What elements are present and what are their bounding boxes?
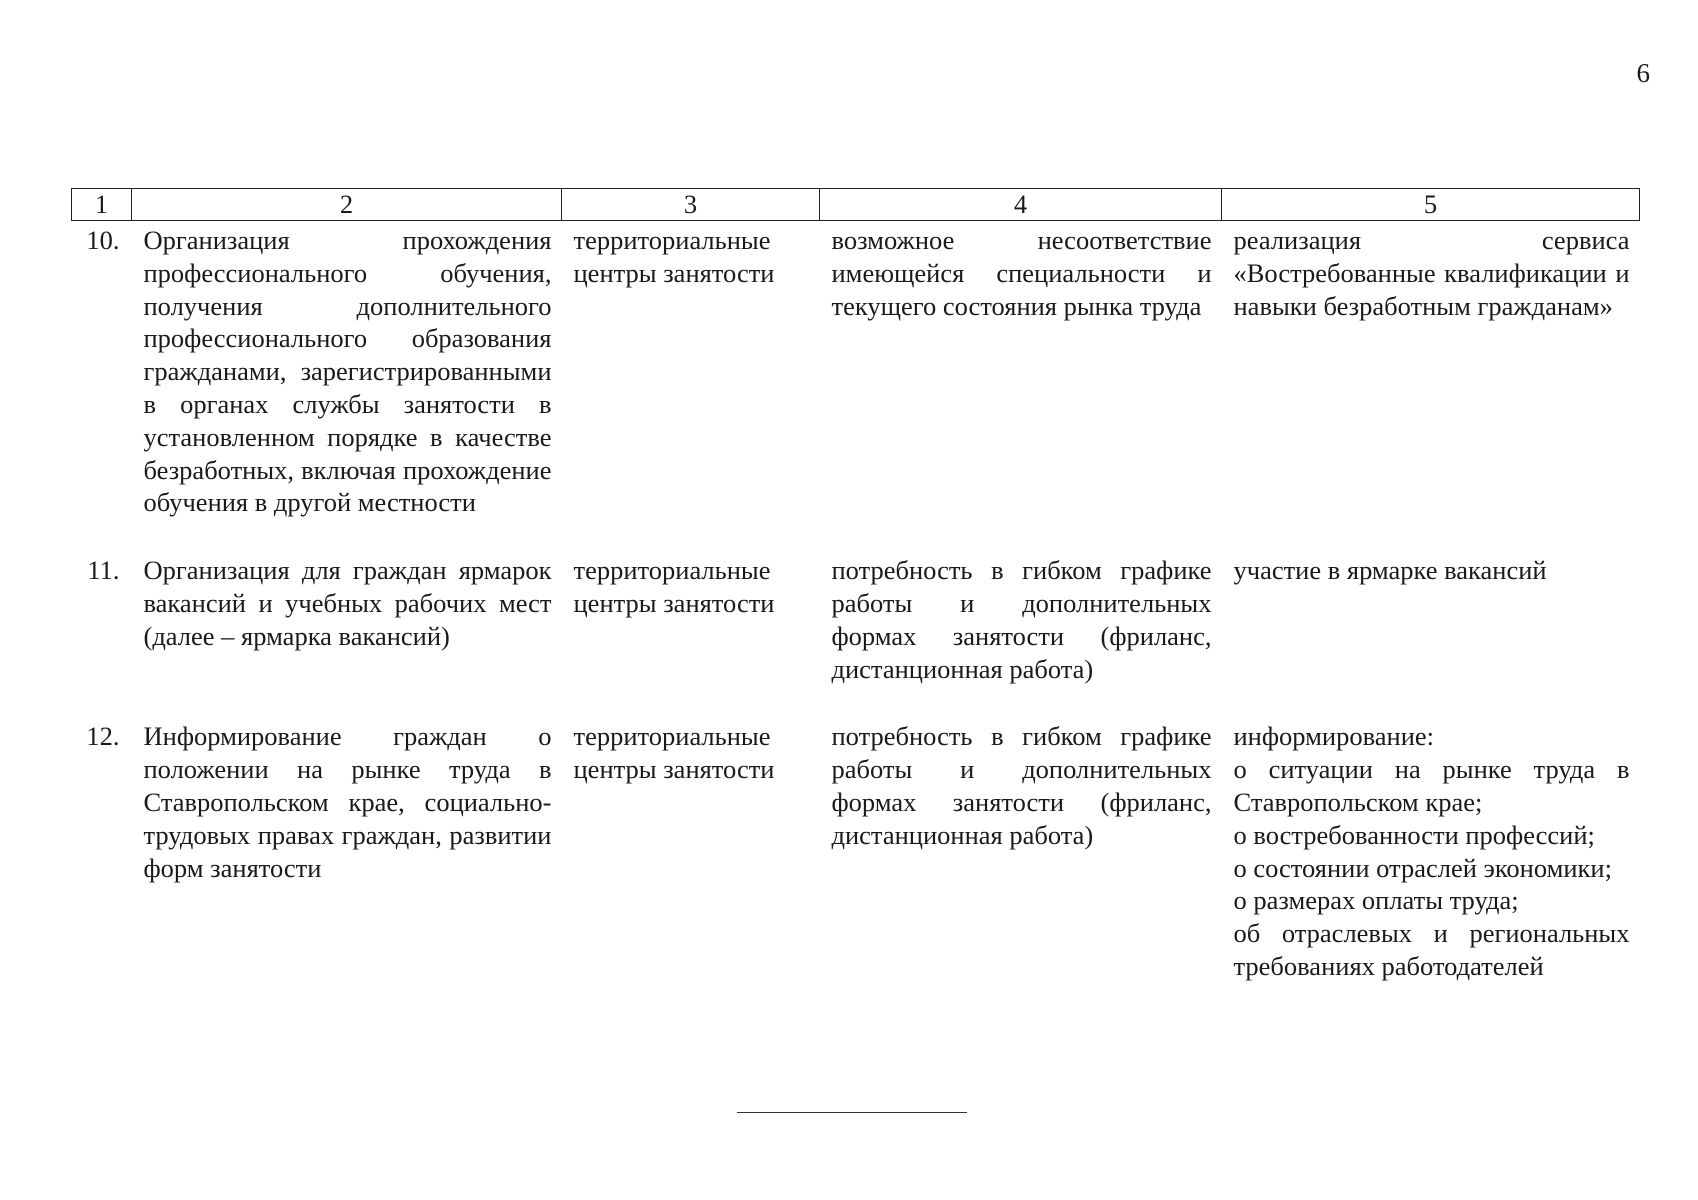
row-number: 12.	[86, 721, 120, 752]
row-number: 11.	[87, 555, 120, 586]
table-row	[72, 717, 1640, 1014]
info-list-item: о востребованности профессий;	[1233, 819, 1595, 850]
responsible-party: территориальные центры занятости	[573, 555, 775, 618]
info-list-heading: информирование:	[1233, 721, 1434, 752]
measure-name: Организация для граждан ярмарок вакансий и учебных рабочих мест (далее – ярмарка вакансий)	[143, 555, 552, 651]
info-list-item: о размерах оплаты труда;	[1233, 885, 1519, 916]
column-number-5: 5	[1222, 189, 1640, 221]
measure-name: Организация прохождения профессионального обучения, получения дополнительного профессионального образования гражданами, зарегистрированными в органах службы занятости в установленном порядке в качестве безработных, включая прохождение обучения в другой местности	[143, 225, 552, 518]
info-list-item: о ситуации на рынке труда в Ставропольском крае;	[1233, 754, 1630, 817]
need-description: потребность в гибком графике работы и дополнительных формах занятости (фриланс, дистанционная работа)	[831, 721, 1212, 850]
column-number-2: 2	[132, 189, 562, 221]
need-description: возможное несоответствие имеющейся специальности и текущего состояния рынка труда	[831, 225, 1212, 321]
end-of-document-rule	[737, 1112, 967, 1113]
column-number-3: 3	[562, 189, 820, 221]
responsible-party: территориальные центры занятости	[573, 721, 775, 785]
implementation-measure-list	[1222, 717, 1640, 1014]
need-description: потребность в гибком графике работы и дополнительных формах занятости (фриланс, дистанционная работа)	[831, 555, 1212, 684]
table-row	[72, 551, 1640, 717]
measure-name: Информирование граждан о положении на рынке труда в Ставропольском крае, социально-трудовых правах граждан, развитии форм занятости	[143, 721, 552, 883]
row-number: 10.	[86, 225, 120, 255]
column-number-1: 1	[72, 189, 132, 221]
implementation-measure: реализация сервиса «Востребованные квалификации и навыки безработным гражданам»	[1233, 225, 1630, 321]
column-number-4: 4	[820, 189, 1222, 221]
info-list-item: о состоянии отраслей экономики;	[1233, 852, 1612, 883]
implementation-measure: участие в ярмарке вакансий	[1233, 555, 1547, 586]
table-row	[72, 221, 1640, 552]
info-list-item: об отраслевых и региональных требованиях работодателей	[1233, 918, 1630, 981]
table-header-row	[72, 189, 1640, 221]
measures-table	[71, 188, 1640, 1015]
page-number: 6	[1636, 58, 1650, 88]
responsible-party: территориальные центры занятости	[573, 225, 775, 288]
